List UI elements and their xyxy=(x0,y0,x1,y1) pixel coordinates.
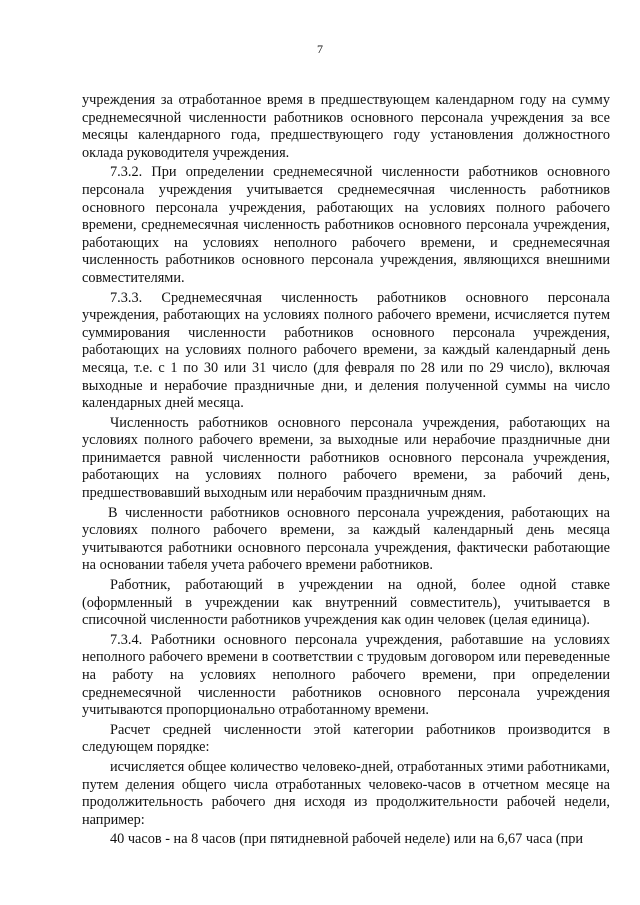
paragraph-timesheet: В численности работников основного персонала учреждения, работающих на условиях полного рабочего времени, за каждый календарный день месяца учитываются работники основного персонала учреждения, фактически работающие на основании табеля учета рабочего времени работников. xyxy=(82,504,610,574)
page-number: 7 xyxy=(317,42,323,56)
paragraph-person-days: исчисляется общее количество человеко-дней, отработанных этими работниками, путем деления общего числа отработанных человеко-часов в отчетном месяце на продолжительность рабочего дня исходя из продолжительности рабочей недели, например: xyxy=(82,758,610,828)
paragraph-7-3-3: 7.3.3. Среднемесячная численность работников основного персонала учреждения, работающих на условиях полного рабочего времени, исчисляется путем суммирования численности работников основного персонала учреждения, работающих на условиях полного рабочего времени, за каждый календарный день месяца, т.е. с 1 по 30 или 31 число (для февраля по 28 или по 29 число), включая выходные и нерабочие праздничные дни, и деления полученной суммы на число календарных дней месяца. xyxy=(82,289,610,412)
paragraph-full-time-holidays: Численность работников основного персонала учреждения, работающих на условиях полного рабочего времени, за выходные или нерабочие праздничные дни принимается равной численности работников основного персонала учреждения, работающих на условиях полного рабочего времени, за рабочий день, предшествовавший выходным или нерабочим праздничным дням. xyxy=(82,414,610,502)
paragraph-7-3-2: 7.3.2. При определении среднемесячной численности работников основного персонала учреждения учитывается среднемесячная численность работников основного персонала учреждения, работающих на условиях полного рабочего времени, среднемесячная численность работников основного персонала учреждения, работающих на условиях неполного рабочего времени, и среднемесячная численность работников основного персонала учреждения, являющихся внешними совместителями. xyxy=(82,164,610,286)
paragraph-continuation: учреждения за отработанное время в предшествующем календарном году на сумму среднемесячной численности работников основного персонала учреждения за все месяцы календарного года, предшествующего году установления должностного оклада руководителя учреждения. xyxy=(82,92,610,161)
paragraph-calculation-order: Расчет средней численности этой категории работников производится в следующем порядке: xyxy=(82,721,610,756)
document-body xyxy=(82,92,610,851)
paragraph-7-3-4: 7.3.4. Работники основного персонала учреждения, работавшие на условиях неполного рабочего времени в соответствии с трудовым договором или переведенные на работу на условиях неполного рабочего времени, при определении среднемесячной численности работников основного персонала учреждения учитываются пропорционально отработанному времени. xyxy=(82,631,610,719)
paragraph-internal-combiner: Работник, работающий в учреждении на одной, более одной ставке (оформленный в учреждении как внутренний совместитель), учитывается в списочной численности работников учреждения как один человек (целая единица). xyxy=(82,577,610,629)
paragraph-example-hours: 40 часов - на 8 часов (при пятидневной рабочей неделе) или на 6,67 часа (при xyxy=(110,831,584,848)
